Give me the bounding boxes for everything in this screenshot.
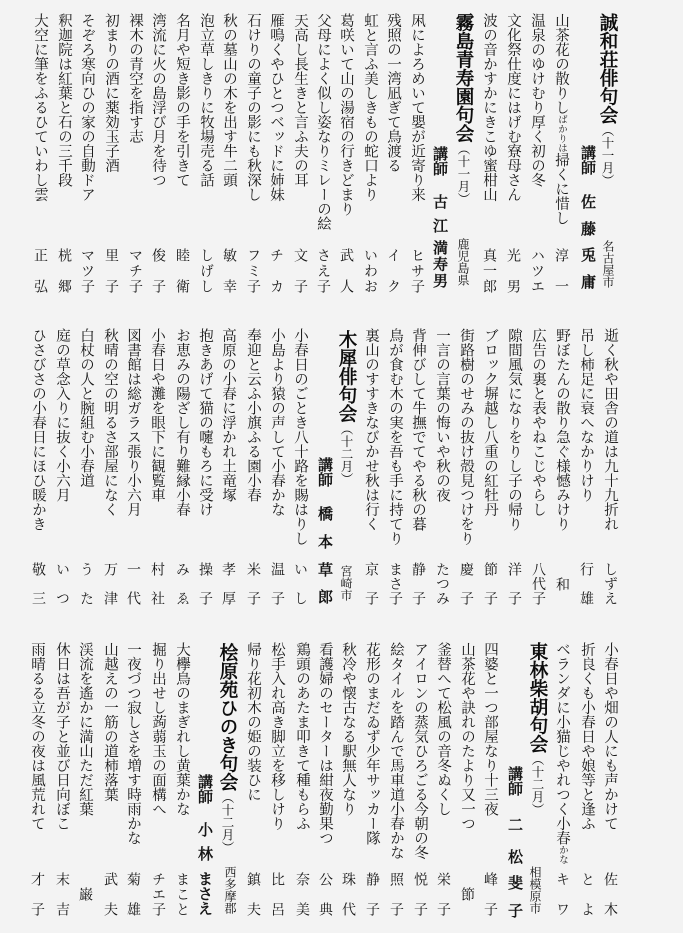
haiku-author: いわお [362,248,378,293]
instructor-surname: 小林 [196,822,214,861]
haiku-text: 山越えの一筋の道柿落葉 [102,642,118,802]
haiku-author: とよ [579,872,595,916]
haiku-text-main: 山茶花の散りし [553,13,569,115]
haiku-author: 文子 [292,248,308,293]
haiku-author: 才子 [29,872,45,916]
group-month: （十二月） [530,753,545,816]
haiku-author: いし [292,562,308,605]
haiku-text: 白杖の人と腕組む小春道 [78,328,94,488]
haiku-author: さえ子 [315,248,331,293]
haiku-text: 松手入れ高き脚立を移しけり [269,642,285,831]
haiku-author: チエ子 [150,872,166,916]
haiku-author: 八代子 [530,562,546,605]
haiku-text: お恵みの陽ざし有り難縁小春 [174,328,190,517]
haiku-author: 節子 [482,562,498,605]
instructor-label: 講師 [196,774,214,804]
instructor-given-name: 満寿男 [431,240,449,288]
haiku-author: 敏幸 [221,248,237,293]
location-label: 宮崎市 [339,565,353,601]
haiku-text: 帰り花初木の姫の装ひに [245,642,261,802]
haiku-text: 看護婦のセーターは紺夜勤果つ [317,642,333,845]
haiku-author: 栄子 [435,872,451,916]
haiku-text: 温泉のゆけむり厚く初の冬 [529,13,545,187]
haiku-author: 里子 [103,248,119,293]
haiku-text: 背伸びして牛撫でてやる秋の暮 [410,328,426,531]
haiku-text: 雁鳴くやひとつベッドに姉妹 [268,13,284,202]
haiku-author: イク [385,248,401,293]
group-month: （十一月） [600,124,615,187]
haiku-text: 釜替へて松風の音冬ぬくし [435,642,451,816]
haiku-author: 悦子 [412,872,428,916]
haiku-author: ハツエ [529,248,545,293]
group-title: 東林柴胡句会 [527,642,548,753]
instructor-given-name: 兎庸 [579,247,597,289]
haiku-text: 名月や短き影の手を引きて [174,13,190,187]
haiku-text: 庭の草念入りに抜く小六月 [54,328,70,502]
group-month: （十二月） [220,791,235,854]
haiku-author: 洋子 [506,562,522,605]
instructor-given-name: 草郎 [316,562,334,604]
haiku-text: 小春日のごとき八十路を賜はりし [292,328,308,546]
instructor-label: 講師 [506,766,524,796]
haiku-text: ブロック塀越し八重の紅牡丹 [482,328,498,517]
haiku-text: 父母によく似し姿なりミレーの絵 [315,13,331,231]
location-label: 西多摩郡 [223,866,237,914]
haiku-author: 睦衛 [174,248,190,293]
haiku-text: 湾流に火の島浮び月を待つ [150,13,166,187]
haiku-text: 吊し柿足に衰へなかりけり [578,328,594,502]
haiku-text: 葛咲いて山の湯宿の行きどまり [338,13,354,216]
haiku-author: 京子 [363,562,379,605]
instructor-surname: 二松 [506,817,524,864]
haiku-text: 図書館は総ガラス張り小六月 [125,328,141,517]
haiku-text: 掘り出せし蒟蒻玉の面構へ [150,642,166,816]
haiku-text: 抱きあげて猫の嚔もろに受け [197,328,213,517]
haiku-text: 小春日や畑の人にも声かけて [602,642,618,831]
haiku-author: 淳一 [553,248,569,293]
haiku-author: 真一郎 [481,248,497,293]
haiku-author: 俊子 [150,248,166,293]
haiku-text-small: かな [557,845,568,864]
haiku-author: まさ子 [387,562,403,605]
haiku-text: 折良くも小春日や娘等と逢ふ [579,642,595,831]
haiku-author: 武夫 [102,872,118,916]
haiku-text: ひさびさの小春日にほひ暖かき [30,328,46,531]
haiku-author: 峰子 [482,872,498,916]
haiku-text: 雨晴るる立冬の夜は風荒れて [29,642,45,831]
haiku-author: 万津 [102,562,118,605]
haiku-text: 小春日や灘を眼下に観覧車 [149,328,165,502]
haiku-author: たつみ [434,562,450,605]
haiku-author: 村社 [149,562,165,605]
haiku-text: 釈迦院は紅葉と石の三千段 [56,13,72,187]
haiku-author: 米子 [245,562,261,605]
haiku-author: 孝厚 [220,562,236,605]
haiku-author: 操子 [197,562,213,605]
haiku-text: 天高し長生きと言ふ夫の耳 [292,13,308,187]
haiku-text: 初まりの酒に薬効玉子酒 [103,13,119,173]
haiku-author: まこと [174,872,190,916]
haiku-text: 裸木の青空を指す志 [127,13,143,144]
haiku-text: 大欅鳥のまぎれし黄葉かな [174,642,190,816]
group-heading [335,330,357,485]
location-label: 相模原市 [528,866,542,914]
group-month: （十一月） [456,142,471,205]
group-title: 誠和荘俳句会 [597,13,618,124]
haiku-author: いつ [54,562,70,605]
haiku-author: 巌 [77,887,93,901]
haiku-text: 大空に筆をふるひていわし雲 [32,13,48,202]
haiku-text: そぞろ寒向ひの家の自動ドア [79,13,95,202]
haiku-text: 絵タイルを踏んで馬車道小春かな [388,642,404,860]
haiku-text: 裏山のすすきなびかせ秋は行く [363,328,379,531]
haiku-author: 武人 [338,248,354,293]
haiku-text: 秋冷や懐古なる駅無人なり [340,642,356,816]
haiku-text: 隙間風気になりをりし子の帰り [506,328,522,531]
haiku-text [552,13,570,225]
haiku-text [553,642,571,864]
haiku-author: 温子 [269,562,285,605]
haiku-text: 山茶花や訣れのたより又一つ [459,642,475,831]
haiku-text: 渓流を遙かに満山ただ紅葉 [77,642,93,816]
group-heading [216,643,238,854]
haiku-text: 泡立草しきりに牧場売る話 [198,13,214,187]
haiku-author: 静子 [364,872,380,916]
haiku-author: フミ子 [245,248,261,293]
location-label: 鹿児島県 [456,238,470,286]
haiku-text-small: ばかりは [556,114,567,153]
haiku-text-rest: 掃くに惜し [553,152,569,225]
haiku-text: 鳥が食む木の実を吾も手に持てり [387,328,403,546]
haiku-author: 比呂 [269,872,285,916]
haiku-author: ヒサ子 [409,248,425,293]
haiku-text: 一夜づつ寂しさを増す時雨かな [125,642,141,845]
group-title: 霧島青寿園句会 [453,13,474,143]
haiku-text-main: ベランダに小猫じやれつく小春 [554,642,570,845]
haiku-author: 正弘 [32,248,48,293]
haiku-author: 末吉 [54,872,70,916]
haiku-text: 残照の一湾凪ぎて鳥渡る [385,13,401,173]
group-title: 木犀俳句会 [336,330,357,423]
haiku-text: 一言の言葉の悔いや秋の夜 [434,328,450,502]
haiku-text: 逝く秋や田舎の道は九十九折れ [602,328,618,531]
haiku-text: 花形のまだゐず少年サッカー隊 [364,642,380,845]
instructor-label: 講師 [579,145,597,175]
instructor-surname: 橋本 [316,506,334,549]
haiku-text: 広告の裏と表やねこじやらし [530,328,546,517]
haiku-text: 文化祭仕度にはげむ寮母さん [505,13,521,202]
haiku-author: 佐木 [602,872,618,916]
haiku-author: 珠代 [340,872,356,916]
haiku-author: 静子 [410,562,426,605]
haiku-text: 秋の墓山の木を出す牛二頭 [221,13,237,187]
haiku-author: マツ子 [79,248,95,293]
haiku-text: 街路樹のせみの抜け殻見つけをり [458,328,474,546]
haiku-author: 行雄 [578,562,594,605]
haiku-text: 波の音かすかにきこゆ蜜柑山 [481,13,497,202]
haiku-author: 奈美 [294,872,310,916]
haiku-author: 和 [554,576,570,591]
haiku-author: みゑ [174,562,190,605]
haiku-author: マチ子 [127,248,143,293]
haiku-text: 虹と言ふ美しきもの蛇口より [362,13,378,202]
group-title: 桧原苑ひのき句会 [217,643,238,791]
haiku-author: 桄郷 [56,248,72,293]
instructor-label: 講師 [431,146,449,176]
instructor-label: 講師 [316,457,334,487]
group-heading [596,13,618,187]
haiku-author: チカ [268,248,284,293]
haiku-text: 奉迎と云ふ小旗ふる園小春 [245,328,261,502]
haiku-author: 一代 [125,562,141,605]
haiku-text: アイロンの蒸気ひろごる今朝の冬 [412,642,428,860]
haiku-text: 石けりの童子の影にも秋深し [245,13,261,202]
haiku-author: 慶子 [458,562,474,605]
location-label: 名古屋市 [601,240,615,288]
haiku-text: 休日は吾が子と並び日向ぼこ [54,642,70,831]
group-heading [452,13,474,205]
instructor-surname: 佐藤 [579,194,597,236]
haiku-author: 節 [459,887,475,901]
haiku-author: 菊雄 [125,872,141,916]
group-heading [526,642,548,816]
haiku-author: 光男 [505,248,521,293]
haiku-author: 敬三 [30,562,46,605]
haiku-text: 凩によろめいて嬰が近寄り来 [409,13,425,202]
haiku-text: 高原の小春に浮かれ土竜塚 [220,328,236,502]
haiku-author: しげし [198,248,214,293]
instructor-surname: 古江 [431,194,449,233]
haiku-text: 小島より猿の声して小春かな [269,328,285,517]
haiku-text: 秋晴の空の明るさ部屋になく [102,328,118,517]
haiku-text: 野ぼたんの散り急ぐ様憾みけり [554,328,570,531]
haiku-author: うた [78,562,94,605]
haiku-text: 四婆と一つ部屋なり十三夜 [482,642,498,816]
instructor-given-name: 斐子 [506,875,524,918]
haiku-author: 公典 [317,872,333,916]
haiku-text: 鶏頭のあたま叩きて種もらふ [294,642,310,831]
haiku-author: しずえ [602,562,618,605]
haiku-author: 鎮夫 [245,872,261,916]
haiku-author: 照子 [388,872,404,916]
haiku-author: キワ [554,872,570,916]
instructor-given-name: まさえ [196,871,214,916]
group-month: （十二月） [339,422,354,485]
